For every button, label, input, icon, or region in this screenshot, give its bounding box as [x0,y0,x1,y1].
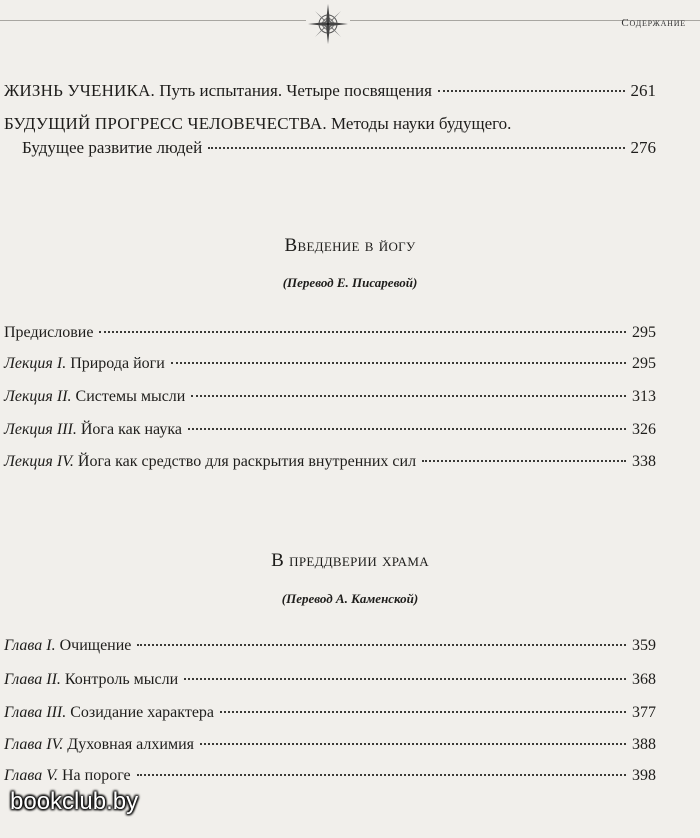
entry-title: Системы мысли [71,388,186,405]
translator-note: (Перевод Е. Писаревой) [282,275,418,290]
leader-dots [184,678,626,680]
page-number: 295 [632,324,656,341]
leader-dots [220,711,626,713]
leader-dots [200,743,626,745]
section-title: В преддверии храма [271,550,429,571]
entry-title: Путь испытания. Четыре посвящения [155,81,432,100]
leader-dots [137,774,626,776]
page-number: 388 [632,736,656,753]
entry-label: Глава IV. [4,736,64,753]
translator-note: (Перевод А. Каменской) [281,591,419,606]
entry-title-caps: БУДУЩИЙ ПРОГРЕСС ЧЕЛОВЕЧЕСТВА. [4,114,327,133]
toc-entry [4,421,656,439]
entry-title: Йога как средство для раскрытия внутренних сил [73,453,417,470]
leader-dots [171,362,626,364]
page-number: 398 [632,767,656,784]
toc-entry [4,355,656,373]
page-number: 359 [632,637,656,654]
entry-title: Предисловие [4,324,94,341]
toc-entry [4,453,656,471]
header-rule [0,20,700,21]
entry-label: Лекция II. [4,388,72,405]
page-number: 261 [630,81,656,100]
entry-title-caps: ЖИЗНЬ УЧЕНИКА. [4,81,156,100]
leader-dots [191,395,626,397]
entry-title: Йога как наука [76,421,182,438]
running-head: Содержание [621,17,686,29]
leader-dots [422,460,626,462]
toc-entry [22,138,656,158]
toc-entry [4,114,511,134]
entry-label: Глава III. [4,704,67,721]
page-number: 295 [632,355,656,372]
leader-dots [188,428,626,430]
page-number: 368 [632,671,656,688]
toc-entry [4,767,656,785]
entry-label: Глава V. [4,767,58,784]
toc-entry [4,324,656,342]
toc-entry [4,637,656,655]
page-number: 276 [630,138,656,157]
leader-dots [137,644,626,646]
toc-entry [4,81,656,101]
page-number: 338 [632,453,656,470]
toc-entry [4,704,656,722]
entry-title: Созидание характера [66,704,215,721]
entry-title: Духовная алхимия [63,736,195,753]
entry-title: Природа йоги [66,355,165,372]
entry-title: Контроль мысли [60,671,179,688]
leader-dots [438,90,625,92]
entry-label: Глава II. [4,671,61,688]
toc-entry [4,736,656,754]
entry-title: Будущее развитие людей [22,138,203,157]
page-number: 377 [632,704,656,721]
toc-entry [4,671,656,689]
watermark: bookclub.by [10,788,139,815]
page-number: 313 [632,388,656,405]
toc-entry [4,388,656,406]
compass-rose-icon [306,2,350,46]
section-title: Введение в йогу [284,235,416,256]
entry-title: Методы науки будущего. [326,114,512,133]
entry-label: Глава I. [4,637,56,654]
entry-label: Лекция I. [4,355,67,372]
entry-title: Очищение [55,637,132,654]
entry-label: Лекция III. [4,421,77,438]
leader-dots [99,331,626,333]
page-number: 326 [632,421,656,438]
entry-label: Лекция IV. [4,453,74,470]
leader-dots [208,147,624,149]
entry-title: На пороге [57,767,131,784]
